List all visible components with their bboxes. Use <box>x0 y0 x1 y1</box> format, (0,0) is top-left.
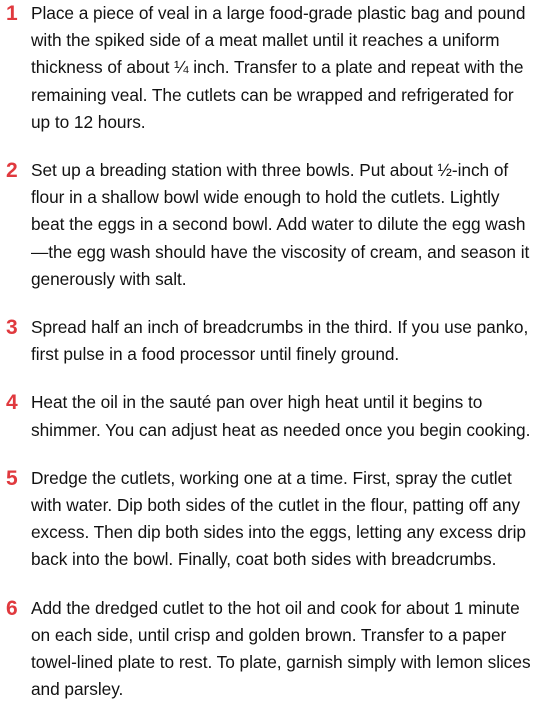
step-number: 1 <box>6 2 18 25</box>
recipe-step-5 <box>0 465 540 574</box>
step-text: Set up a breading station with three bowls. Put about ½-inch of flour in a shallow bowl wide enough to hold the cutlets. Lightly beat the eggs in a second bowl. Add water to dilute the egg wash—the egg wash should have the viscosity of cream, and season it generously with salt. <box>31 160 530 289</box>
recipe-step-1 <box>0 0 540 136</box>
step-number: 4 <box>6 391 18 415</box>
step-text: Dredge the cutlets, working one at a time. First, spray the cutlet with water. Dip both sides of the cutlet in the flour, patting off any excess. Then dip both sides into the eggs, letting any excess drip back into the bowl. Finally, coat both sides with breadcrumbs. <box>31 467 526 570</box>
recipe-step-6 <box>0 595 540 703</box>
step-number: 3 <box>6 316 18 340</box>
step-number: 6 <box>6 596 18 620</box>
step-text: Place a piece of veal in a large food-grade plastic bag and pound with the spiked side of a meat mallet until it reaches a uniform thickness of about ¼ inch. Transfer to a plate and repeat with the remaining veal. The cutlets can be wrapped and refrigerated for up to 12 hours. <box>31 3 526 132</box>
step-number: 2 <box>6 159 18 183</box>
step-text: Spread half an inch of breadcrumbs in the third. If you use panko, first pulse in a food processor until finely ground. <box>31 317 529 365</box>
step-number: 5 <box>6 466 18 490</box>
step-text: Add the dredged cutlet to the hot oil and cook for about 1 minute on each side, until crisp and golden brown. Transfer to a paper towel-lined plate to rest. To plate, garnish simply with lemon slices and parsley. <box>31 597 531 700</box>
recipe-step-3 <box>0 314 540 368</box>
recipe-step-2 <box>0 157 540 293</box>
recipe-step-4 <box>0 389 540 443</box>
step-text: Heat the oil in the sauté pan over high heat until it begins to shimmer. You can adjust heat as needed once you begin cooking. <box>31 392 531 440</box>
